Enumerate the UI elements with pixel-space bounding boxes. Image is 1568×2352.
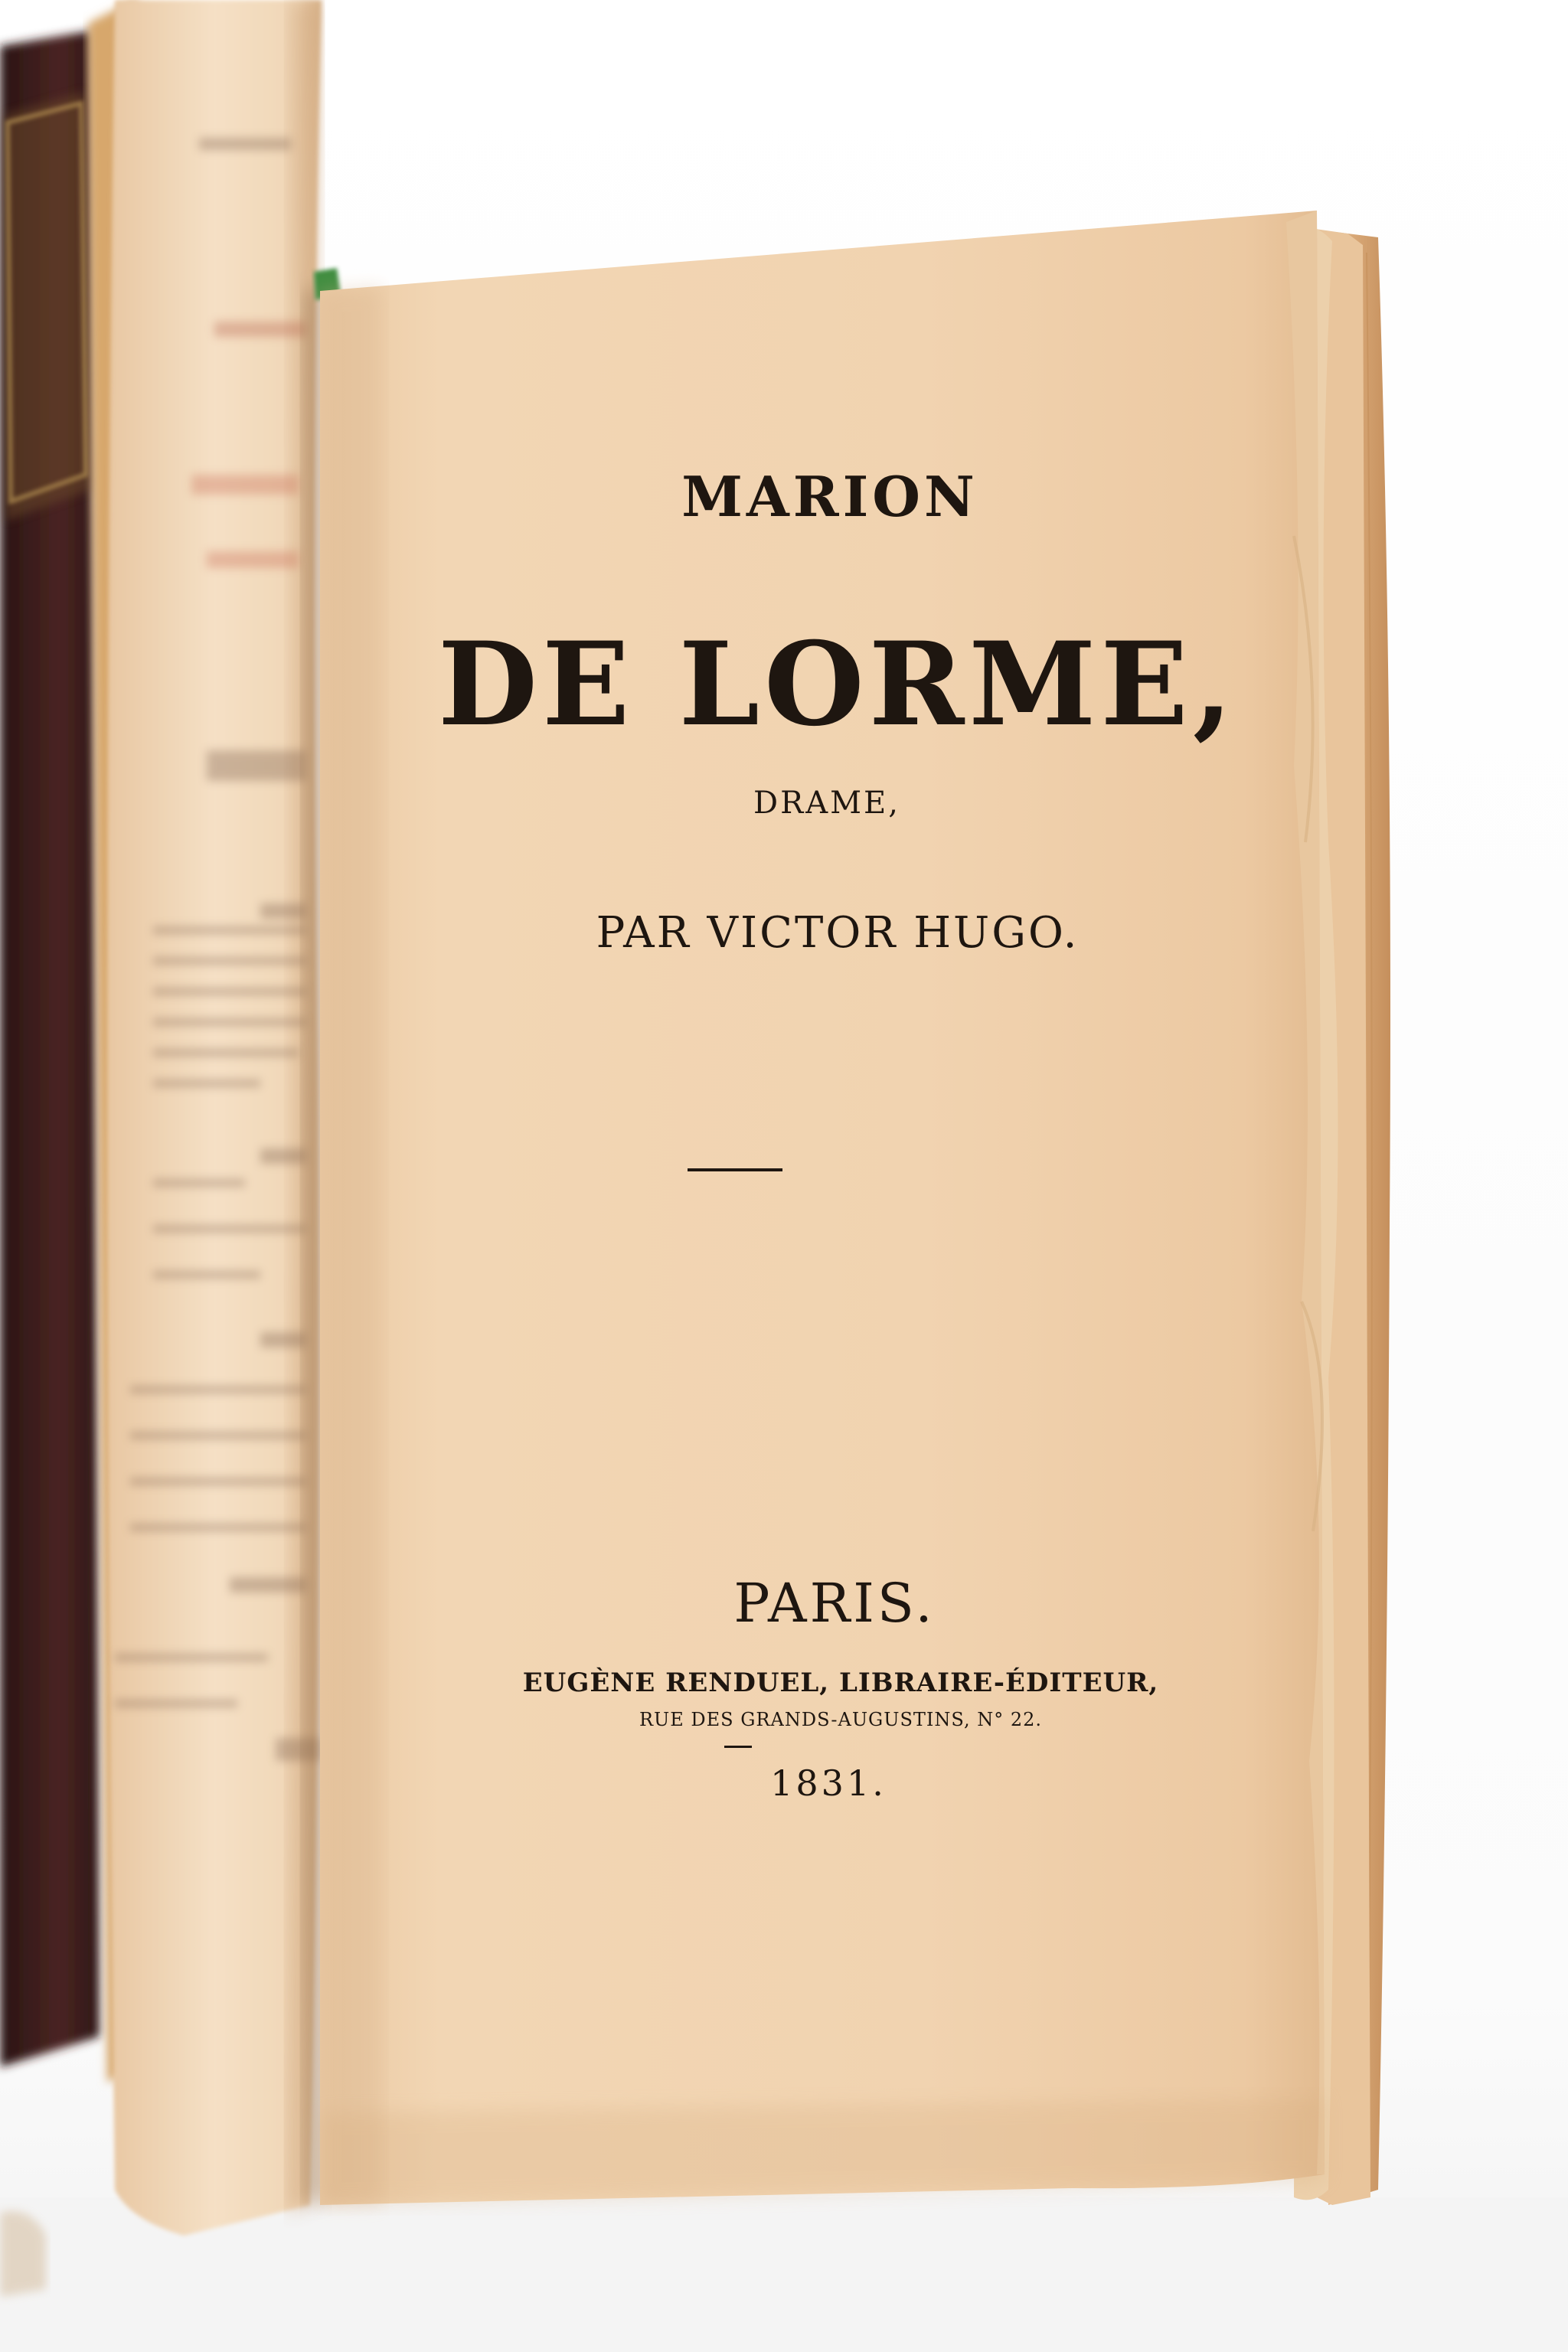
title-line-2: DE LORME, [437, 617, 1237, 752]
address-line: RUE DES GRANDS-AUGUSTINS, N° 22. [639, 1709, 1043, 1730]
city-line: PARIS. [733, 1572, 936, 1635]
author-line: PAR VICTOR HUGO. [596, 908, 1080, 958]
title-line-1: MARION [681, 464, 978, 529]
year-line: 1831. [770, 1762, 887, 1804]
publisher-line: EUGÈNE RENDUEL, LIBRAIRE-ÉDITEUR, [522, 1668, 1159, 1698]
genre-label: DRAME, [753, 786, 900, 821]
